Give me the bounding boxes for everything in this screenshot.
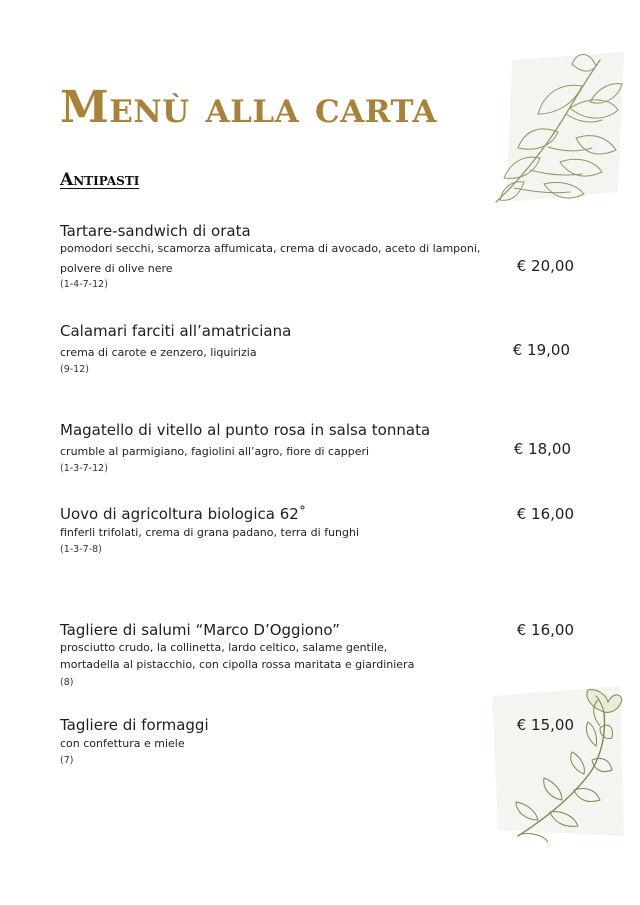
- item-allergens: (8): [60, 677, 74, 688]
- item-description: mortadella al pistacchio, con cipolla rossa maritata e giardiniera: [60, 657, 415, 671]
- item-name: Tagliere di formaggi: [60, 716, 209, 734]
- item-price: € 16,00: [516, 621, 574, 639]
- section-heading: Antipasti: [60, 170, 140, 190]
- item-description: con confettura e miele: [60, 737, 185, 750]
- item-name: Tartare-sandwich di orata: [60, 222, 251, 240]
- item-price: € 20,00: [516, 257, 574, 275]
- item-allergens: (1-4-7-12): [60, 279, 108, 290]
- menu-item: [60, 420, 580, 476]
- menu-item: [60, 321, 580, 377]
- item-description: polvere di olive nere: [60, 261, 173, 275]
- item-description: finferli trifolati, crema di grana padano, terra di funghi: [60, 526, 360, 539]
- item-description: crumble al parmigiano, fagiolini all’agro, fiore di capperi: [60, 445, 370, 458]
- item-allergens: (9-12): [60, 363, 89, 375]
- item-allergens: (7): [60, 754, 74, 766]
- item-description: pomodori secchi, scamorza affumicata, crema di avocado, aceto di lamponi,: [60, 242, 481, 255]
- item-allergens: (1-3-7-8): [60, 543, 102, 555]
- item-price: € 19,00: [512, 341, 570, 359]
- menu-title: Menù alla carta: [60, 82, 437, 133]
- item-description: crema di carote e zenzero, liquirizia: [60, 346, 257, 359]
- item-name: Tagliere di salumi “Marco D’Oggiono”: [60, 621, 340, 639]
- item-description: prosciutto crudo, la collinetta, lardo celtico, salame gentile,: [60, 641, 388, 654]
- item-price: € 15,00: [516, 716, 574, 734]
- menu-item: [60, 504, 580, 557]
- item-name: Uovo di agricoltura biologica 62˚: [60, 505, 307, 523]
- item-name: Calamari farciti all’amatriciana: [60, 322, 292, 340]
- item-allergens: (1-3-7-12): [60, 462, 108, 474]
- item-name: Magatello di vitello al punto rosa in salsa tonnata: [60, 421, 431, 439]
- item-price: € 16,00: [516, 505, 574, 523]
- menu-item: [60, 715, 580, 768]
- item-price: € 18,00: [513, 440, 571, 458]
- menu-item: [60, 620, 580, 690]
- olive-branch-icon: [478, 52, 626, 218]
- menu-item: [60, 221, 580, 292]
